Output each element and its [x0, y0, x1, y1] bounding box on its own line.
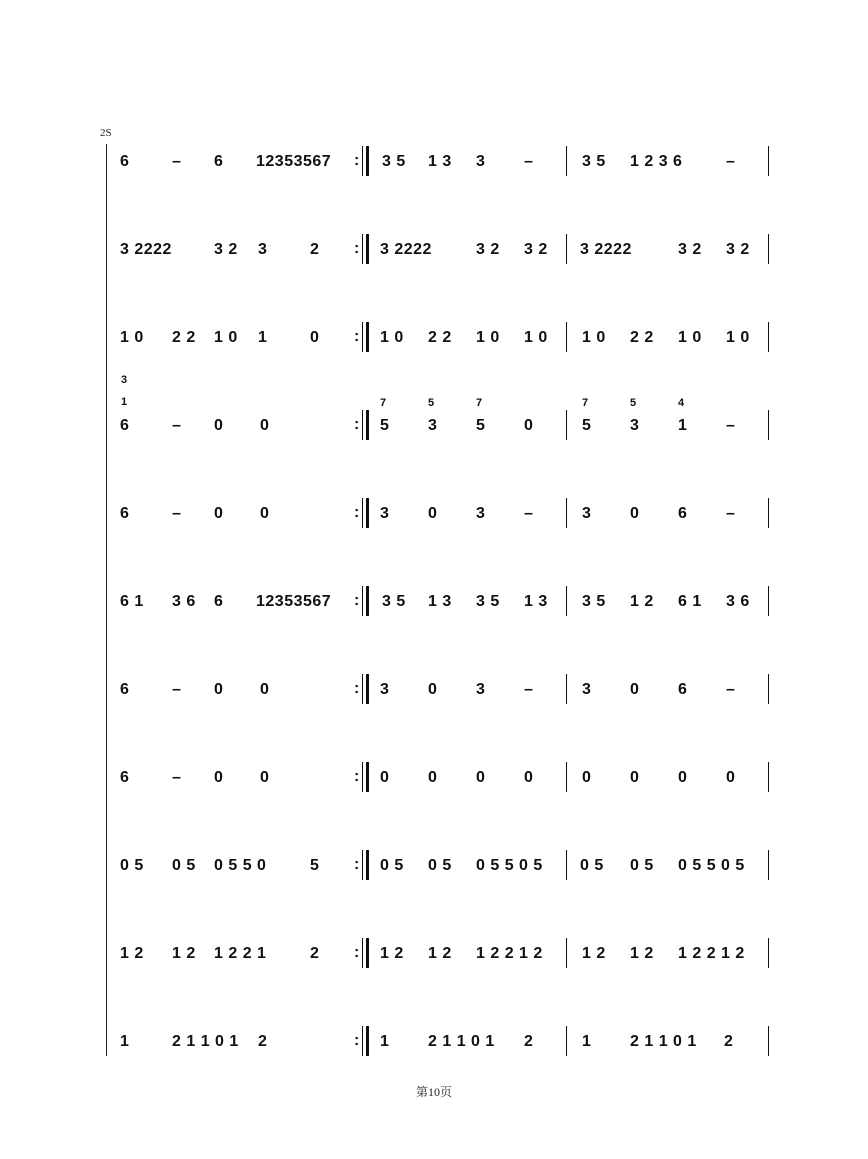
score-row-10	[0, 944, 868, 974]
note: 0	[678, 769, 688, 786]
repeat-dots: :	[354, 1032, 360, 1049]
note: 1 2 3 6	[630, 153, 683, 170]
note: 1 0	[476, 329, 500, 346]
note: 2	[258, 1033, 268, 1050]
note: 1 0	[726, 329, 750, 346]
barline	[768, 498, 769, 528]
note: 1 2	[120, 945, 144, 962]
repeat-barline-thick	[366, 586, 369, 616]
note: 3	[476, 153, 486, 170]
barline	[566, 762, 567, 792]
note: –	[726, 417, 736, 434]
note: –	[172, 153, 182, 170]
repeat-dots: :	[354, 680, 360, 697]
note: 3	[380, 681, 390, 698]
note: 3	[380, 505, 390, 522]
chord-note: 4	[678, 397, 685, 409]
note: 3 2222	[380, 241, 432, 258]
score-row-11	[0, 1032, 868, 1062]
note: 3 2	[214, 241, 238, 258]
chord-note: 7	[476, 397, 483, 409]
barline	[566, 850, 567, 880]
note: 0	[260, 681, 270, 698]
score-row-2	[0, 240, 868, 270]
score-row-7	[0, 680, 868, 710]
barline	[768, 762, 769, 792]
note: 0	[214, 417, 224, 434]
score-row-5	[0, 504, 868, 534]
note: 3	[476, 505, 486, 522]
note: 6 1	[678, 593, 702, 610]
note: 0	[428, 505, 438, 522]
note: 3 5	[476, 593, 500, 610]
note: 6	[120, 505, 130, 522]
note: 1 0	[120, 329, 144, 346]
note: 0	[214, 681, 224, 698]
note: 0	[726, 769, 736, 786]
note: 3	[258, 241, 268, 258]
note: –	[726, 505, 736, 522]
note: –	[172, 417, 182, 434]
note: 3 5	[582, 153, 606, 170]
note: 6	[120, 681, 130, 698]
barline	[566, 674, 567, 704]
note: 3	[428, 417, 438, 434]
score-row-1	[0, 152, 868, 182]
note: 0 5	[172, 857, 196, 874]
note: 5	[310, 857, 320, 874]
repeat-barline-thin	[362, 674, 363, 704]
barline	[768, 1026, 769, 1056]
note: 12353567	[256, 153, 332, 170]
note: 2	[524, 1033, 534, 1050]
note: 3 2	[524, 241, 548, 258]
note: 1 0	[582, 329, 606, 346]
note: –	[524, 505, 534, 522]
score-row-8	[0, 768, 868, 798]
note: 1	[120, 1033, 130, 1050]
note: 0	[630, 681, 640, 698]
note: 2 1 1 0 1	[172, 1033, 239, 1050]
note: –	[524, 681, 534, 698]
note: 5	[380, 417, 390, 434]
note: 0	[476, 769, 486, 786]
note: 3 5	[382, 153, 406, 170]
note: 1 3	[524, 593, 548, 610]
repeat-dots: :	[354, 416, 360, 433]
note: 1	[258, 329, 268, 346]
barline	[566, 586, 567, 616]
repeat-barline-thick	[366, 322, 369, 352]
page-footer: 第10页	[415, 1085, 452, 1099]
note: 0 5	[120, 857, 144, 874]
note: 1	[678, 417, 688, 434]
note: 1 2	[380, 945, 404, 962]
repeat-dots: :	[354, 152, 360, 169]
note: 6	[120, 769, 130, 786]
note: 2	[310, 945, 320, 962]
repeat-dots: :	[354, 504, 360, 521]
note: 3 5	[582, 593, 606, 610]
note: 1 2	[428, 945, 452, 962]
note: 0 5	[380, 857, 404, 874]
repeat-barline-thick	[366, 234, 369, 264]
note: 0 5	[428, 857, 452, 874]
note: 0 5 5 0 5	[678, 857, 745, 874]
note: –	[172, 681, 182, 698]
note: 0	[524, 417, 534, 434]
chord-note: 1	[121, 396, 128, 408]
note: 1 0	[524, 329, 548, 346]
repeat-barline-thick	[366, 762, 369, 792]
repeat-barline-thin	[362, 234, 363, 264]
repeat-dots: :	[354, 328, 360, 345]
note: 2	[310, 241, 320, 258]
barline	[768, 146, 769, 176]
note: 2 1 1 0 1	[630, 1033, 697, 1050]
note: 0 5	[580, 857, 604, 874]
note: 5	[476, 417, 486, 434]
repeat-barline-thick	[366, 1026, 369, 1056]
note: –	[726, 681, 736, 698]
repeat-barline-thin	[362, 1026, 363, 1056]
repeat-barline-thick	[366, 938, 369, 968]
repeat-barline-thin	[362, 850, 363, 880]
note: 0 5 5 0	[214, 857, 267, 874]
note: 0	[630, 769, 640, 786]
barline	[768, 586, 769, 616]
note: –	[524, 153, 534, 170]
note: 0	[260, 505, 270, 522]
barline	[768, 234, 769, 264]
score-row-6	[0, 592, 868, 622]
barline	[566, 322, 567, 352]
chord-note: 5	[428, 397, 435, 409]
repeat-barline-thick	[366, 146, 369, 176]
note: 6	[120, 153, 130, 170]
note: 1 2 2 1	[214, 945, 267, 962]
note: 1 2	[172, 945, 196, 962]
note: 0 5 5 0 5	[476, 857, 543, 874]
note: 3 2222	[580, 241, 632, 258]
repeat-barline-thick	[366, 410, 369, 440]
score-row-4	[0, 416, 868, 446]
note: 0	[380, 769, 390, 786]
note: 6	[214, 153, 224, 170]
note: 3 2	[678, 241, 702, 258]
repeat-dots: :	[354, 240, 360, 257]
note: 0	[630, 505, 640, 522]
repeat-barline-thin	[362, 498, 363, 528]
note: 0	[428, 681, 438, 698]
note: –	[172, 769, 182, 786]
barline	[566, 146, 567, 176]
note: 1 2	[582, 945, 606, 962]
page-number-top: 2S	[100, 127, 112, 139]
note: 3	[476, 681, 486, 698]
repeat-barline-thin	[362, 322, 363, 352]
note: 6 1	[120, 593, 144, 610]
chord-note: 5	[630, 397, 637, 409]
note: 0	[310, 329, 320, 346]
note: 1 2	[630, 945, 654, 962]
note: 2 2	[428, 329, 452, 346]
barline	[566, 498, 567, 528]
note: 3	[630, 417, 640, 434]
note: 1 0	[380, 329, 404, 346]
barline	[768, 850, 769, 880]
barline	[768, 674, 769, 704]
note: 3 2	[726, 241, 750, 258]
repeat-barline-thick	[366, 674, 369, 704]
note: 1 3	[428, 153, 452, 170]
note: 3 2222	[120, 241, 172, 258]
note: 0	[260, 769, 270, 786]
repeat-barline-thin	[362, 146, 363, 176]
note: 2 2	[630, 329, 654, 346]
note: 5	[582, 417, 592, 434]
repeat-dots: :	[354, 592, 360, 609]
score-row-9	[0, 856, 868, 886]
note: 3 6	[172, 593, 196, 610]
note: 0	[524, 769, 534, 786]
repeat-barline-thin	[362, 762, 363, 792]
note: 6	[678, 681, 688, 698]
note: –	[172, 505, 182, 522]
note: 1 3	[428, 593, 452, 610]
note: 2 1 1 0 1	[428, 1033, 495, 1050]
note: 3 2	[476, 241, 500, 258]
note: –	[726, 153, 736, 170]
note: 2 2	[172, 329, 196, 346]
note: 0	[260, 417, 270, 434]
note: 6	[678, 505, 688, 522]
note: 0	[214, 769, 224, 786]
note: 0	[582, 769, 592, 786]
note: 0 5	[630, 857, 654, 874]
note: 1 2 2 1 2	[678, 945, 745, 962]
note: 3 5	[382, 593, 406, 610]
note: 12353567	[256, 593, 332, 610]
repeat-barline-thin	[362, 586, 363, 616]
barline	[768, 410, 769, 440]
chord-note: 7	[582, 397, 589, 409]
note: 3	[582, 681, 592, 698]
note: 0	[214, 505, 224, 522]
repeat-barline-thin	[362, 938, 363, 968]
note: 6	[120, 417, 130, 434]
note: 6	[214, 593, 224, 610]
repeat-barline-thin	[362, 410, 363, 440]
note: 1	[380, 1033, 390, 1050]
note: 0	[428, 769, 438, 786]
note: 2	[724, 1033, 734, 1050]
score-row-3	[0, 328, 868, 358]
repeat-dots: :	[354, 856, 360, 873]
repeat-dots: :	[354, 768, 360, 785]
note: 3 6	[726, 593, 750, 610]
repeat-dots: :	[354, 944, 360, 961]
barline	[566, 410, 567, 440]
chord-note: 3	[121, 374, 128, 386]
chord-note: 7	[380, 397, 387, 409]
barline	[566, 938, 567, 968]
note: 1 0	[678, 329, 702, 346]
barline	[566, 1026, 567, 1056]
note: 1	[582, 1033, 592, 1050]
barline	[768, 938, 769, 968]
repeat-barline-thick	[366, 498, 369, 528]
note: 1 2	[630, 593, 654, 610]
note: 1 0	[214, 329, 238, 346]
note: 3	[582, 505, 592, 522]
note: 1 2 2 1 2	[476, 945, 543, 962]
repeat-barline-thick	[366, 850, 369, 880]
barline	[566, 234, 567, 264]
barline	[768, 322, 769, 352]
